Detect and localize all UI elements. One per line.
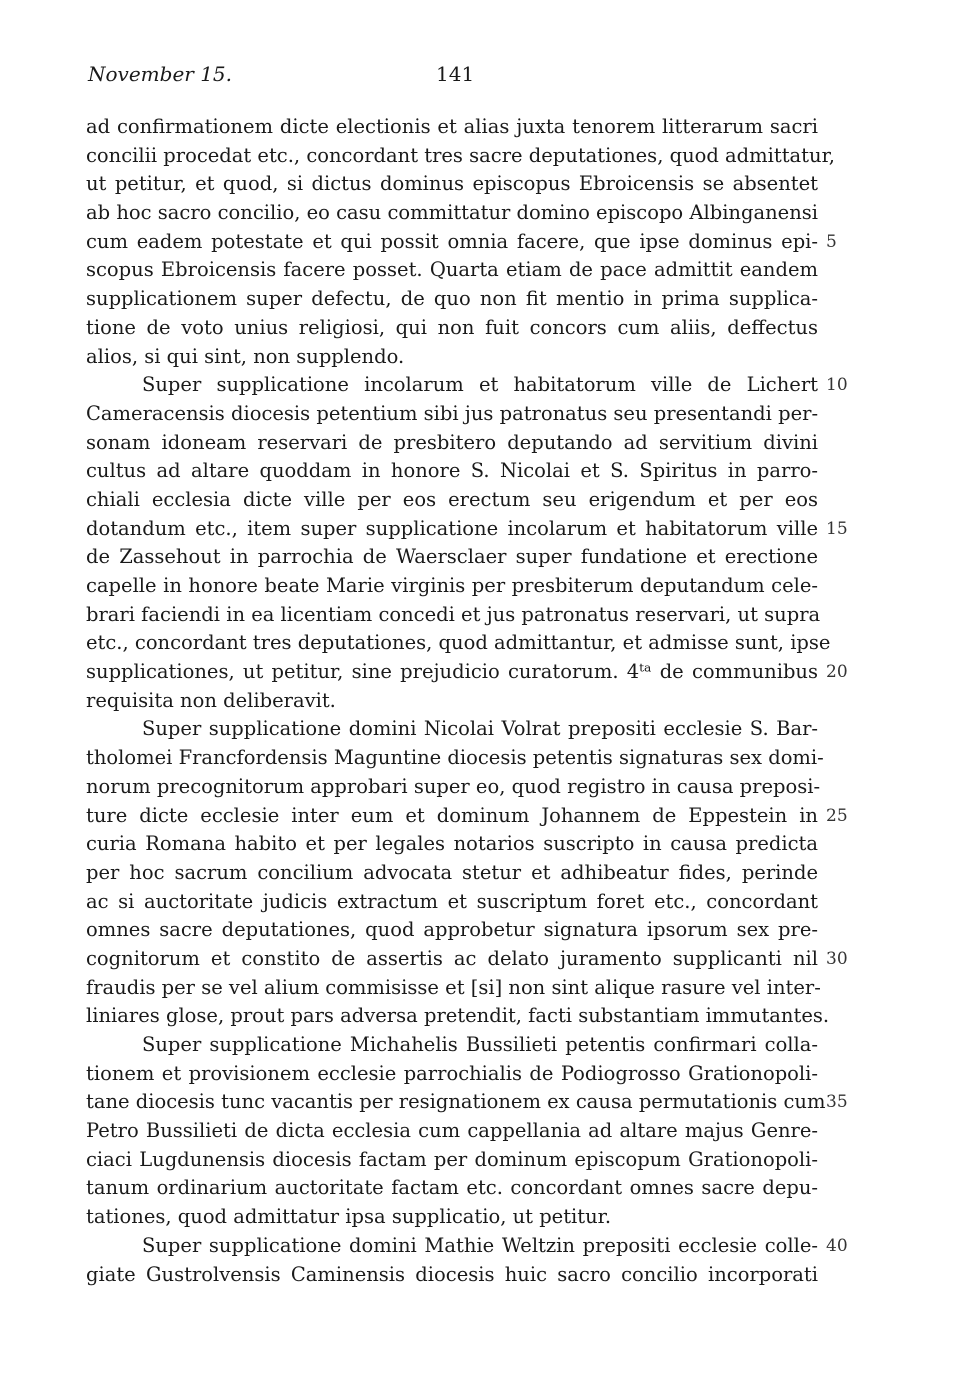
line-text: per hoc sacrum concilium advocata stetur et adhibeatur fides, perinde	[86, 860, 818, 884]
text-line	[86, 486, 818, 515]
line-text: dotandum etc., item super supplicatione incolarum et habitatorum ville	[86, 516, 818, 540]
text-line	[86, 113, 818, 142]
line-number: 40	[826, 1235, 848, 1256]
text-line	[86, 228, 837, 257]
line-text: cultus ad altare quoddam in honore S. Nicolai et S. Spiritus in parro-	[86, 459, 818, 483]
page-number: 141	[436, 62, 475, 86]
line-text: de Zassehout in parrochia de Waersclaer super fundatione et erectione	[86, 545, 818, 569]
text-line	[86, 601, 821, 630]
text-line	[86, 715, 818, 744]
text-line	[86, 1117, 818, 1146]
text-line	[86, 256, 818, 285]
line-text: cognitorum et constito de assertis ac delato juramento supplicanti nil	[86, 946, 818, 970]
line-text: tanum ordinarium auctoritate factam etc. concordant omnes sacre depu-	[86, 1176, 818, 1200]
line-text: capelle in honore beate Marie virginis per presbiterum deputandum cele-	[86, 574, 818, 597]
line-text: sonam idoneam reservari de presbitero deputando ad servitium divini	[86, 430, 818, 454]
text-line	[86, 687, 818, 716]
text-line	[86, 888, 818, 917]
line-text: cum eadem potestate et qui possit omnia facere, que ipse dominus epi-	[86, 229, 818, 253]
line-text: supplicationem super defectu, de quo non fit mentio in prima supplica-	[86, 287, 818, 311]
text-line	[86, 371, 848, 400]
text-line	[86, 945, 848, 974]
line-text: Super supplicatione domini Mathie Weltzin prepositi ecclesie colle-	[142, 1233, 818, 1257]
text-line	[86, 1002, 830, 1031]
line-text: ut petitur, et quod, si dictus dominus episcopus Ebroicensis se absentet	[86, 172, 818, 196]
line-text: alios, si qui sint, non supplendo.	[86, 344, 405, 368]
text-line	[86, 830, 818, 859]
text-line	[86, 400, 818, 429]
line-number: 15	[826, 518, 848, 539]
text-line	[86, 343, 818, 372]
line-text: tationes, quod admittatur ipsa supplicatio, ut petitur.	[86, 1205, 612, 1229]
text-body	[86, 113, 848, 1289]
text-line	[86, 629, 831, 658]
line-number: 20	[826, 662, 848, 683]
text-line	[86, 1232, 848, 1261]
line-text: liniares glose, prout pars adversa pretendit, facti substantiam immutantes.	[86, 1004, 830, 1028]
text-line	[86, 802, 848, 831]
line-text: ab hoc sacro concilio, eo casu committatur domino episcopo Albinganensi	[86, 201, 818, 225]
line-text: tione de voto unius religiosi, qui non fuit concors cum aliis, deffectus	[86, 315, 818, 339]
line-text: concilii procedat etc., concordant tres sacre deputationes, quod admittatur,	[86, 143, 835, 167]
line-text: requisita non deliberavit.	[86, 688, 336, 712]
line-text: tionem et provisionem ecclesie parrochialis de Podiogrosso Grationopoli-	[86, 1061, 818, 1085]
text-line	[86, 916, 818, 945]
line-number: 35	[826, 1092, 848, 1113]
line-text: ad confirmationem dicte electionis et alias juxta tenorem litterarum sacri	[86, 115, 818, 138]
line-text: curia Romana habito et per legales notarios suscripto in causa predicta	[86, 832, 818, 856]
text-line	[86, 1088, 848, 1117]
line-text: Cameracensis diocesis petentium sibi jus patronatus seu presentandi per-	[86, 401, 819, 425]
line-text: chiali ecclesia dicte ville per eos erectum seu erigendum et per eos	[86, 487, 818, 511]
text-line	[86, 1146, 818, 1175]
line-text: scopus Ebroicensis facere posset. Quarta etiam de pace admittit eandem	[86, 258, 818, 282]
line-number: 5	[826, 231, 837, 252]
line-text: tane diocesis tunc vacantis per resignationem ex causa permutationis cum	[86, 1090, 826, 1114]
text-line	[86, 773, 821, 802]
line-text: tholomei Francfordensis Maguntine diocesis petentis signaturas sex domi-	[86, 746, 824, 770]
text-line	[86, 515, 848, 544]
line-text: Super supplicatione Michahelis Bussilieti petentis confirmari colla-	[142, 1033, 818, 1056]
text-line	[86, 1203, 818, 1232]
text-line	[86, 1060, 818, 1089]
text-line	[86, 1261, 818, 1290]
line-text: ac si auctoritate judicis extractum et suscriptum foret etc., concordant	[86, 889, 818, 913]
text-line	[86, 142, 835, 171]
text-line	[86, 859, 818, 888]
line-text: Super supplicatione domini Nicolai Volrat prepositi ecclesie S. Bar-	[142, 717, 818, 741]
line-number: 30	[826, 948, 848, 969]
line-number: 10	[826, 375, 848, 396]
text-line	[86, 429, 818, 458]
line-text: omnes sacre deputationes, quod approbetur signatura ipsorum sex pre-	[86, 918, 818, 942]
line-text: Super supplicatione incolarum et habitatorum ville de Lichert	[142, 373, 818, 397]
line-text: ciaci Lugdunensis diocesis factam per dominum episcopum Grationopoli-	[86, 1147, 818, 1171]
text-line	[86, 1174, 818, 1203]
text-line	[86, 744, 824, 773]
text-line	[86, 658, 848, 687]
running-title: November 15.	[88, 62, 233, 86]
text-line	[86, 572, 818, 601]
text-line	[86, 457, 818, 486]
running-header	[88, 62, 818, 90]
text-line	[86, 285, 818, 314]
line-text: giate Gustrolvensis Caminensis diocesis huic sacro concilio incorporati	[86, 1262, 818, 1286]
line-text: etc., concordant tres deputationes, quod admittantur, et admisse sunt, ipse	[86, 631, 831, 655]
text-line	[86, 974, 821, 1003]
line-text: ture dicte ecclesie inter eum et dominum Johannem de Eppestein in	[86, 803, 818, 827]
line-text: Petro Bussilieti de dicta ecclesia cum cappellania ad altare majus Genre-	[86, 1119, 818, 1143]
text-line	[86, 170, 818, 199]
text-line	[86, 543, 818, 572]
line-text: supplicationes, ut petitur, sine prejudicio curatorum. 4ᵗᵃ de communibus	[86, 660, 818, 684]
line-number: 25	[826, 805, 848, 826]
line-text: fraudis per se vel alium commisisse et [si] non sint alique rasure vel inter-	[86, 975, 821, 999]
text-line	[86, 199, 818, 228]
text-line	[86, 1031, 818, 1060]
text-line	[86, 314, 818, 343]
line-text: brari faciendi in ea licentiam concedi et jus patronatus reservari, ut supra	[86, 602, 821, 626]
line-text: norum precognitorum approbari super eo, quod registro in causa preposi-	[86, 774, 821, 798]
